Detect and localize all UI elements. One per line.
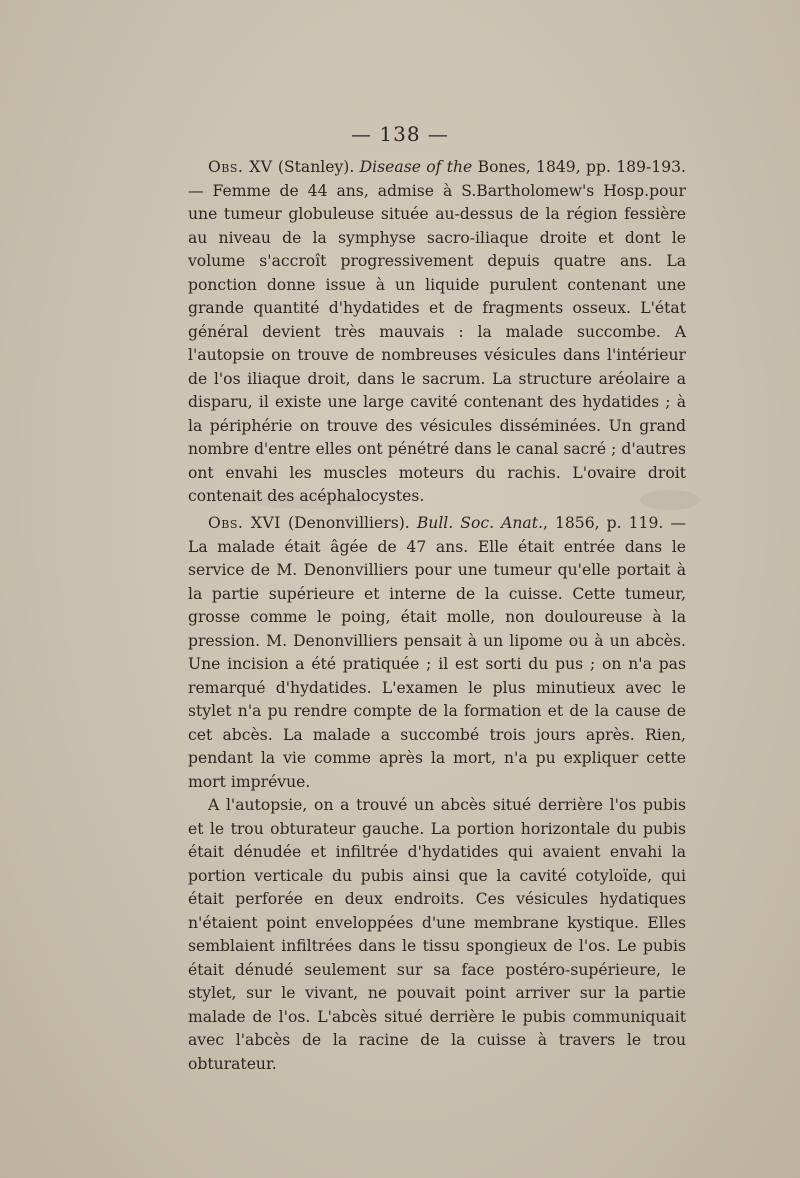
observation-15-body: Bones, 1849, pp. 189-193. — Femme de 44 ans, admise à S.Bartholomew's Hosp.pour une tumeur globuleuse située au-dessus de la région fessière au niveau de la symphyse sacro-iliaque droite et dont le volume s'accroît progressivement depuis quatre ans. La ponction donne issue à un liquide purulent contenant une grande quantité d'hydatides et de fragments osseux. L'état général devient très mauvais : la malade succombe. A l'autopsie on trouve de nombreuses vésicules dans l'intérieur de l'os iliaque droit, dans le sacrum. La structure aréolaire a disparu, il existe une large cavité contenant des hydatides ; à la périphérie on trouve des vésicules disséminées. Un grand nombre d'entre elles ont pénétré dans le canal sacré ; d'autres ont envahi les muscles moteurs du rachis. L'ovaire droit contenait des acéphalocystes. — [188, 158, 686, 505]
observation-16-paragraph-1 — [188, 512, 686, 794]
observation-16-paragraph-2: A l'autopsie, on a trouvé un abcès situé derrière l'os pubis et le trou obturateur gauche. La portion horizontale du pubis était dénudée et infiltrée d'hydatides qui avaient envahi la portion verticale du pubis ainsi que la cavité cotyloïde, qui était perforée en deux endroits. Ces vésicules hydatiques n'étaient point enveloppées d'une membrane kystique. Elles semblaient infiltrées dans le tissu spongieux de l'os. Le pubis était dénudé seulement sur sa face postéro-supérieure, le stylet, sur le vivant, ne pouvait point arriver sur la partie malade de l'os. L'abcès situé derrière le pubis communiquait avec l'abcès de la racine de la cuisse à travers le trou obturateur. — [188, 796, 686, 1073]
observation-15-author: (Stanley). — [272, 158, 360, 176]
observation-16 — [188, 512, 686, 1076]
page-number: — 138 — — [351, 122, 449, 146]
observation-16-body: , 1856, p. 119. — La malade était âgée de 47 ans. Elle était entrée dans le service de M. Denonvilliers pour une tumeur qu'elle portait à la partie supérieure et interne de la cuisse. Cette tumeur, grosse comme le poing, était molle, non douloureuse à la pression. M. Denonvilliers pensait à un lipome ou à un abcès. Une incision a été pratiquée ; il est sorti du pus ; on n'a pas remarqué d'hydatides. L'examen le plus minutieux avec le stylet n'a pu rendre compte de la formation et de la cause de cet abcès. La malade a succombé trois jours après. Rien, pendant la vie comme après la mort, n'a pu expliquer cette mort imprévue. — [188, 514, 686, 791]
observation-16-author: (Denonvilliers). — [280, 514, 417, 532]
observation-15-paragraph — [188, 156, 686, 509]
observation-15-title: Disease of the — [359, 158, 473, 176]
observation-16-journal: Bull. Soc. Anat. — [416, 514, 543, 532]
observation-16-heading: Obs. XVI — [208, 514, 281, 532]
observation-15-heading: Obs. XV — [208, 158, 273, 176]
observation-15 — [188, 156, 686, 509]
